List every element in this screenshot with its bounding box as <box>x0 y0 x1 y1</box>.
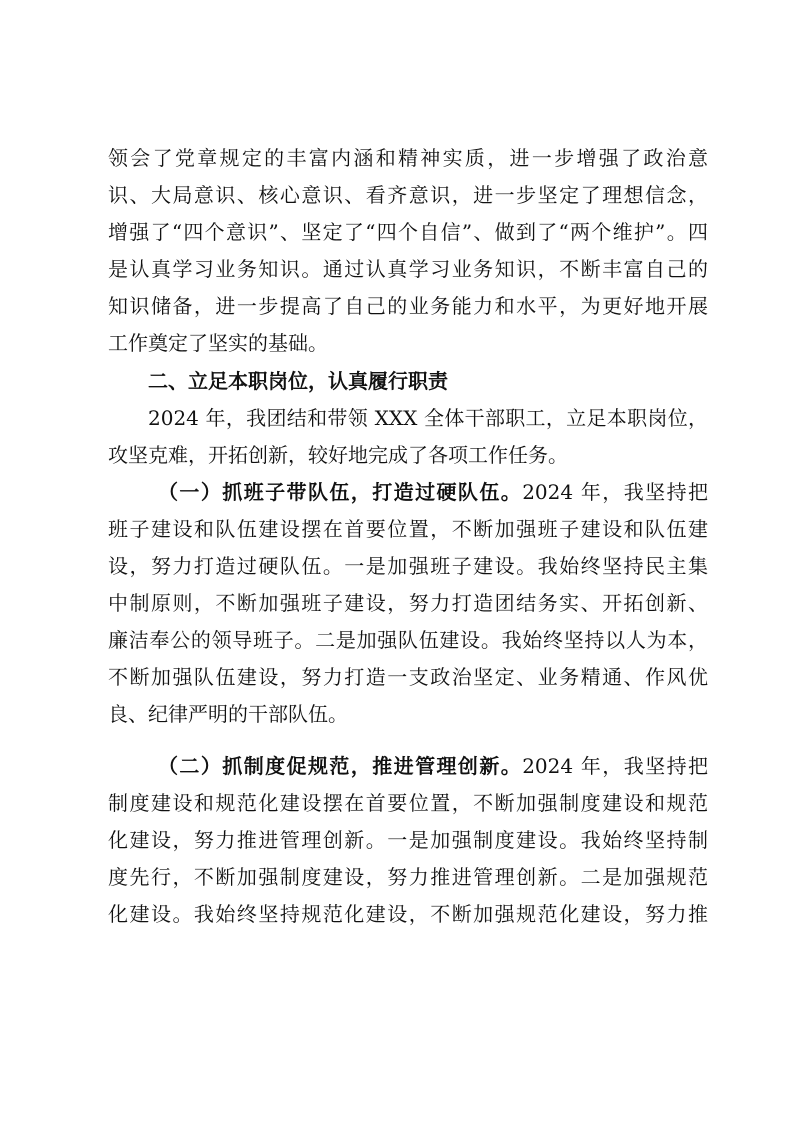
paragraph-line: 不断加强队伍建设，努力打造一支政治坚定、业务精通、作风优 <box>108 665 708 689</box>
paragraph-line: 领会了党章规定的丰富内涵和精神实质，进一步增强了政治意 <box>108 146 708 170</box>
paragraph-line: 化建设，努力推进管理创新。一是加强制度建设。我始终坚持制 <box>108 828 708 852</box>
paragraph-line: 工作奠定了坚实的基础。 <box>108 331 328 355</box>
item-1-first-line-text: 2024 年，我坚持把 <box>522 480 708 504</box>
paragraph-line: 是认真学习业务知识。通过认真学习业务知识，不断丰富自己的 <box>108 257 708 281</box>
item-1-first-line <box>158 478 708 506</box>
paragraph-line: 2024 年，我团结和带领 XXX 全体干部职工，立足本职岗位， <box>148 406 708 430</box>
paragraph-line: 中制原则，不断加强班子建设，努力打造团结务实、开拓创新、 <box>108 591 708 615</box>
item-2-heading: （二）抓制度促规范，推进管理创新。 <box>158 754 523 778</box>
paragraph-line: 知识储备，进一步提高了自己的业务能力和水平，为更好地开展 <box>108 294 708 318</box>
paragraph-line: 度先行，不断加强制度建设，努力推进管理创新。二是加强规范 <box>108 865 708 889</box>
paragraph-line: 良、纪律严明的干部队伍。 <box>108 702 348 726</box>
item-2-first-line-text: 2024 年，我坚持把 <box>522 754 708 778</box>
paragraph-line: 制度建设和规范化建设摆在首要位置，不断加强制度建设和规范 <box>108 791 708 815</box>
paragraph-line: 攻坚克难，开拓创新，较好地完成了各项工作任务。 <box>108 443 568 467</box>
item-2-first-line <box>158 752 708 780</box>
paragraph-line: 班子建设和队伍建设摆在首要位置，不断加强班子建设和队伍建 <box>108 517 708 541</box>
paragraph-line: 设，努力打造过硬队伍。一是加强班子建设。我始终坚持民主集 <box>108 554 708 578</box>
paragraph-line: 识、大局意识、核心意识、看齐意识，进一步坚定了理想信念， <box>108 183 708 207</box>
paragraph-line: 增强了“四个意识”、坚定了“四个自信”、做到了“两个维护”。四 <box>108 220 708 244</box>
paragraph-line: 廉洁奉公的领导班子。二是加强队伍建设。我始终坚持以人为本， <box>108 628 708 652</box>
item-1-heading: （一）抓班子带队伍，打造过硬队伍。 <box>158 480 523 504</box>
section-heading: 二、立足本职岗位，认真履行职责 <box>148 369 448 393</box>
paragraph-line: 化建设。我始终坚持规范化建设，不断加强规范化建设，努力推 <box>108 902 708 926</box>
